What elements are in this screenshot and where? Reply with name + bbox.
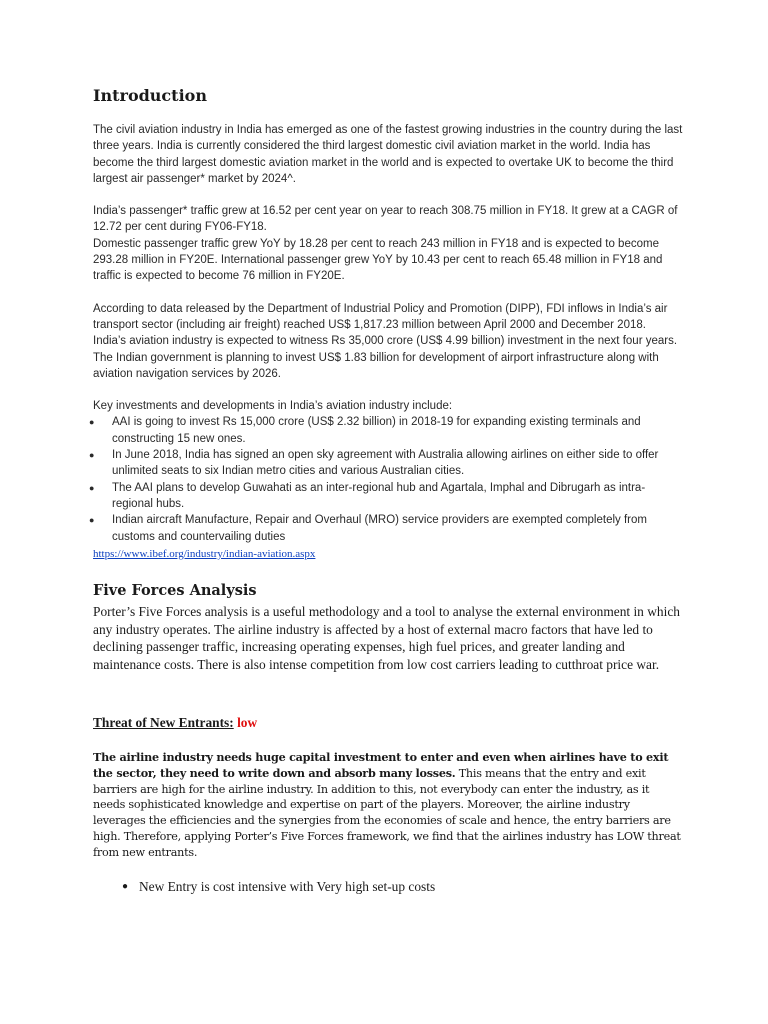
key-investments-list (89, 414, 683, 544)
list-item: ● AAI is going to invest Rs 15,000 crore (US$ 2.32 billion) in 2018-19 for expanding existing terminals and constructing 15 new ones. (89, 416, 641, 445)
list-item: ● Indian aircraft Manufacture, Repair and Overhaul (MRO) service providers are exempted completely from customs and countervailing duties (89, 514, 647, 543)
bullet-icon: ● (89, 515, 95, 526)
intro-paragraph-1: The civil aviation industry in India has emerged as one of the fastest growing industries in the country during the last three years. India is currently considered the third largest domestic civil aviation market in the world. India has become the third largest domestic aviation market in the world and is expected to overtake UK to become the third largest air passenger* market by 2024^. (93, 124, 683, 185)
five-forces-paragraph: Porter’s Five Forces analysis is a useful methodology and a tool to analyse the external environment in which any industry operates. The airline industry is affected by a host of external macro factors that have led to declining passenger traffic, increasing operating expenses, high fuel prices, and greater landing and maintenance costs. There is also intense competition from low cost carriers leading to cutthroat price war. (93, 603, 680, 673)
document-content (89, 86, 683, 895)
threat-paragraph-bold: The airline industry needs huge capital investment to enter and even when airlines have to exit the sector, they need to write down and absorb many losses. (93, 750, 669, 780)
list-item: ● In June 2018, India has signed an open sky agreement with Australia allowing airlines on either side to offer unlimited seats to six Indian metro cities and various Australian cities. (89, 449, 659, 478)
threat-bullet-list (93, 878, 683, 896)
source-link[interactable]: https://www.ibef.org/industry/indian-aviation.aspx (93, 547, 316, 560)
threat-level-badge: low (237, 715, 258, 731)
list-item: ● The AAI plans to develop Guwahati as an inter-regional hub and Agartala, Imphal and Dibrugarh as intra-regional hubs. (89, 481, 646, 510)
introduction-body (89, 122, 683, 545)
five-forces-heading: Five Forces Analysis (93, 581, 257, 599)
introduction-heading: Introduction (93, 86, 207, 105)
bullet-icon: ● (89, 482, 95, 493)
bullet-icon: ● (89, 450, 95, 461)
threat-new-entrants-heading (93, 715, 683, 731)
intro-paragraph-2a: India’s passenger* traffic grew at 16.52 per cent year on year to reach 308.75 million in FY18. It grew at a CAGR of 12.72 per cent during FY06-FY18. (93, 205, 678, 234)
intro-paragraph-3a: According to data released by the Department of Industrial Policy and Promotion (DIPP), FDI inflows in India’s air transport sector (including air freight) reached US$ 1,817.23 million between April 2000 and December 2018. (93, 302, 668, 331)
key-investments-heading: Key investments and developments in India’s aviation industry include: (93, 400, 453, 413)
intro-paragraph-2b: Domestic passenger traffic grew YoY by 18.28 per cent to reach 243 million in FY18 and is expected to become 293.28 million in FY20E. International passenger grew YoY by 10.43 per cent to reach 65.48 million in FY18 and traffic is expected to become 76 million in FY20E. (93, 237, 663, 283)
bullet-icon: ● (122, 880, 129, 892)
bullet-icon: ● (89, 417, 95, 428)
intro-paragraph-3b: India’s aviation industry is expected to witness Rs 35,000 crore (US$ 4.99 billion) investment in the next four years. The Indian government is planning to invest US$ 1.83 billion for development of airport infrastructure along with aviation navigation services by 2026. (93, 335, 678, 380)
threat-title: Threat of New Entrants: (93, 715, 234, 731)
threat-paragraph (93, 750, 683, 861)
list-item: ● New Entry is cost intensive with Very high set-up costs (122, 878, 436, 894)
threat-paragraph-rest: This means that the entry and exit barriers are high for the airline industry. In addition to this, not everybody can enter the industry, as it needs sophisticated knowledge and expertise on part of the players. Moreover, the airline industry leverages the efficiencies and the synergies from the economies of scale and hence, the entry barriers are high. Therefore, applying Porter’s Five Forces framework, we find that the airlines industry has LOW threat from new entrants. (93, 766, 681, 859)
